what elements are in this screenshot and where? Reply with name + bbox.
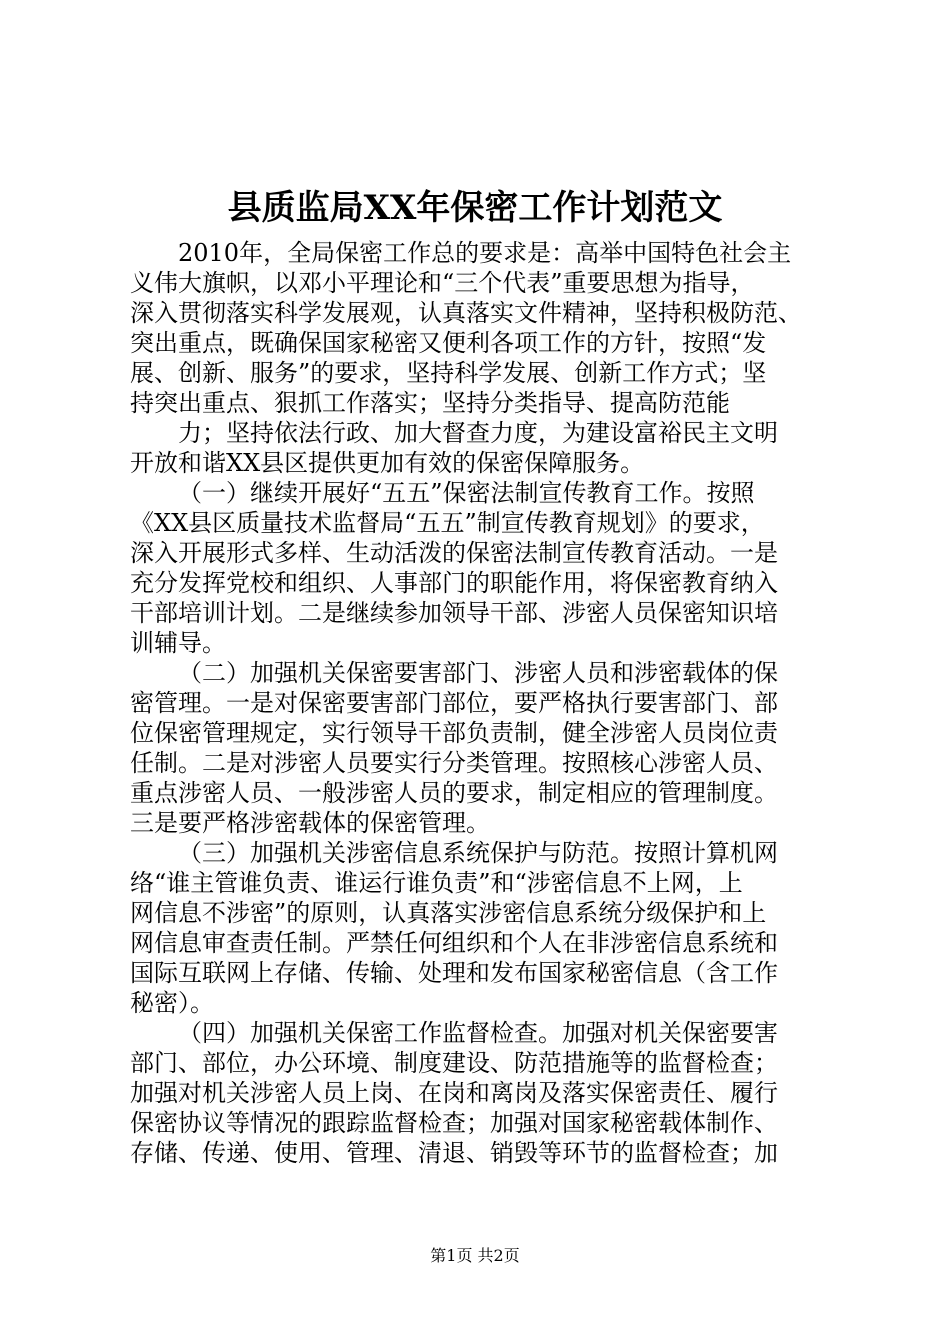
text-line: 持突出重点、狠抓工作落实；坚持分类指导、提高防范能 [130, 389, 730, 417]
text-line: 开放和谐XX县区提供更加有效的保密保障服务。 [130, 449, 645, 477]
text-line: 保密协议等情况的跟踪监督检查；加强对国家秘密载体制作、 [130, 1109, 778, 1137]
text-line: 任制。二是对涉密人员要实行分类管理。按照核心涉密人员、 [130, 749, 778, 777]
text-line: 深入贯彻落实科学发展观，认真落实文件精神，坚持积极防范、 [130, 299, 802, 327]
text-line: 重点涉密人员、一般涉密人员的要求，制定相应的管理制度。 [130, 779, 778, 807]
text-line: 加强对机关涉密人员上岗、在岗和离岗及落实保密责任、履行 [130, 1079, 778, 1107]
paragraph [130, 478, 840, 658]
text-line: 突出重点，既确保国家秘密又便利各项工作的方针，按照“发 [130, 329, 767, 357]
text-line: 力；坚持依法行政、加大督查力度，为建设富裕民主文明 [178, 419, 778, 447]
text-line: 秘密）。 [130, 989, 214, 1017]
text-line: （四）加强机关保密工作监督检查。加强对机关保密要害 [178, 1019, 778, 1047]
text-line: 存储、传递、使用、管理、清退、销毁等环节的监督检查；加 [130, 1139, 778, 1167]
text-line: 三是要严格涉密载体的保密管理。 [130, 809, 490, 837]
text-line: 充分发挥党校和组织、人事部门的职能作用，将保密教育纳入 [130, 569, 778, 597]
text-line: 网信息不涉密”的原则，认真落实涉密信息系统分级保护和上 [130, 899, 767, 927]
paragraph [130, 838, 840, 1018]
document-title: 县质监局XX年保密工作计划范文 [227, 188, 723, 228]
paragraph [130, 418, 840, 478]
text-line: （二）加强机关保密要害部门、涉密人员和涉密载体的保 [178, 659, 778, 687]
page-number-footer: 第1页 共2页 [430, 1246, 520, 1265]
paragraph [130, 1018, 840, 1168]
text-line: 国际互联网上存储、传输、处理和发布国家秘密信息（含工作 [130, 959, 778, 987]
paragraph [130, 658, 840, 838]
text-line: 络“谁主管谁负责、谁运行谁负责”和“涉密信息不上网，上 [130, 869, 743, 897]
text-line: 《XX县区质量技术监督局“五五”制宣传教育规划》的要求， [130, 509, 765, 537]
document-body [130, 238, 840, 1168]
text-line: 位保密管理规定，实行领导干部负责制，健全涉密人员岗位责 [130, 719, 778, 747]
text-line: 密管理。一是对保密要害部门部位，要严格执行要害部门、部 [130, 689, 778, 717]
text-line: 部门、部位，办公环境、制度建设、防范措施等的监督检查； [130, 1049, 778, 1077]
text-line: 网信息审查责任制。严禁任何组织和个人在非涉密信息系统和 [130, 929, 778, 957]
text-line: 训辅导。 [130, 629, 226, 657]
text-line: 干部培训计划。二是继续参加领导干部、涉密人员保密知识培 [130, 599, 778, 627]
text-line: 展、创新、服务”的要求，坚持科学发展、创新工作方式；坚 [130, 359, 767, 387]
text-line: 义伟大旗帜，以邓小平理论和“三个代表”重要思想为指导， [130, 269, 755, 297]
text-line: （三）加强机关涉密信息系统保护与防范。按照计算机网 [178, 839, 778, 867]
text-line: 2010年，全局保密工作总的要求是：高举中国特色社会主 [178, 239, 792, 267]
text-line: （一）继续开展好“五五”保密法制宣传教育工作。按照 [178, 479, 755, 507]
paragraph [130, 238, 840, 418]
text-line: 深入开展形式多样、生动活泼的保密法制宣传教育活动。一是 [130, 539, 778, 567]
